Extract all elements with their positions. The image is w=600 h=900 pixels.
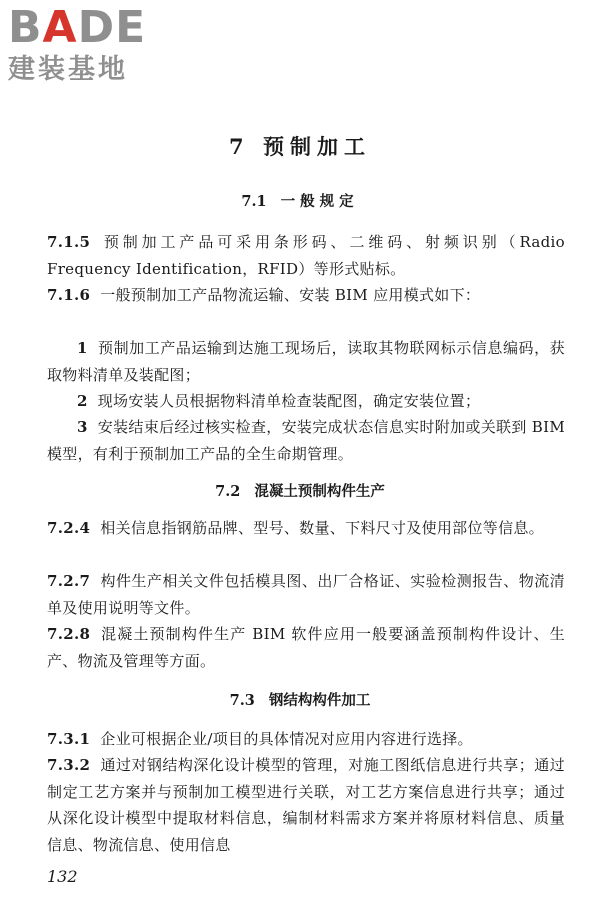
bade-logo (8, 4, 178, 86)
logo-subtitle: 建装基地 (8, 54, 128, 85)
clause-7-1-5 (47, 229, 565, 282)
clause-number: 7.1.6 (47, 286, 91, 304)
section-number: 7.2 (215, 483, 241, 500)
section-title: 一般规定 (280, 194, 359, 210)
section-heading (0, 190, 600, 211)
clause-text: 相关信息指钢筋品牌、型号、数量、下料尺寸及使用部位等信息。 (100, 519, 544, 537)
list-item-1 (47, 335, 565, 388)
clause-number: 7.3.2 (47, 756, 91, 774)
item-number: 3 (77, 418, 88, 436)
clause-text: 预制加工产品可采用条形码、二维码、射频识别（Radio Frequency Identification，RFID）等形式贴标。 (47, 233, 565, 278)
chapter-title: 7 预制加工 (229, 134, 371, 159)
clause-text: 一般预制加工产品物流运输、安装 BIM 应用模式如下： (100, 286, 481, 304)
clause-7-3-1 (47, 726, 565, 753)
section-heading (0, 689, 600, 710)
list-item-2 (47, 388, 565, 415)
section-title: 钢结构构件加工 (268, 693, 371, 709)
item-text: 预制加工产品运输到达施工现场后，读取其物联网标示信息编码，获取物料清单及装配图； (47, 339, 565, 384)
item-number: 2 (77, 392, 88, 410)
clause-text: 混凝土预制构件生产 BIM 软件应用一般要涵盖预制构件设计、生产、物流及管理等方面。 (47, 625, 565, 670)
clause-7-2-8 (47, 621, 565, 674)
clause-text: 企业可根据企业/项目的具体情况对应用内容进行选择。 (100, 730, 473, 748)
clause-7-2-4 (47, 515, 565, 542)
list-item-3 (47, 414, 565, 467)
clause-number: 7.3.1 (47, 730, 91, 748)
clause-text: 构件生产相关文件包括模具图、出厂合格证、实验检测报告、物流清单及使用说明等文件。 (47, 572, 565, 617)
section-heading (0, 480, 600, 501)
section-number: 7.1 (241, 193, 267, 210)
clause-number: 7.2.4 (47, 519, 91, 537)
clause-7-1-6 (47, 282, 565, 309)
clause-text: 通过对钢结构深化设计模型的管理，对施工图纸信息进行共享；通过制定工艺方案并与预制加工模型进行关联，对工艺方案信息进行共享；通过从深化设计模型中提取材料信息，编制材料需求方案并将原材料信息、质量信息、物流信息、使用信息 (47, 756, 565, 854)
section-title: 混凝土预制构件生产 (254, 484, 385, 500)
item-text: 安装结束后经过核实检查，安装完成状态信息实时附加或关联到 BIM 模型，有利于预制加工产品的全生命期管理。 (47, 418, 565, 463)
item-number: 1 (77, 339, 88, 357)
item-text: 现场安装人员根据物料清单检查装配图，确定安装位置； (97, 392, 481, 410)
logo-wordmark: BADE (8, 2, 147, 53)
section-number: 7.3 (229, 692, 255, 709)
page-number: 132 (47, 867, 78, 886)
clause-number: 7.2.7 (47, 572, 91, 590)
clause-number: 7.2.8 (47, 625, 91, 643)
clause-7-3-2 (47, 752, 565, 858)
clause-number: 7.1.5 (47, 233, 91, 251)
clause-7-2-7 (47, 568, 565, 621)
